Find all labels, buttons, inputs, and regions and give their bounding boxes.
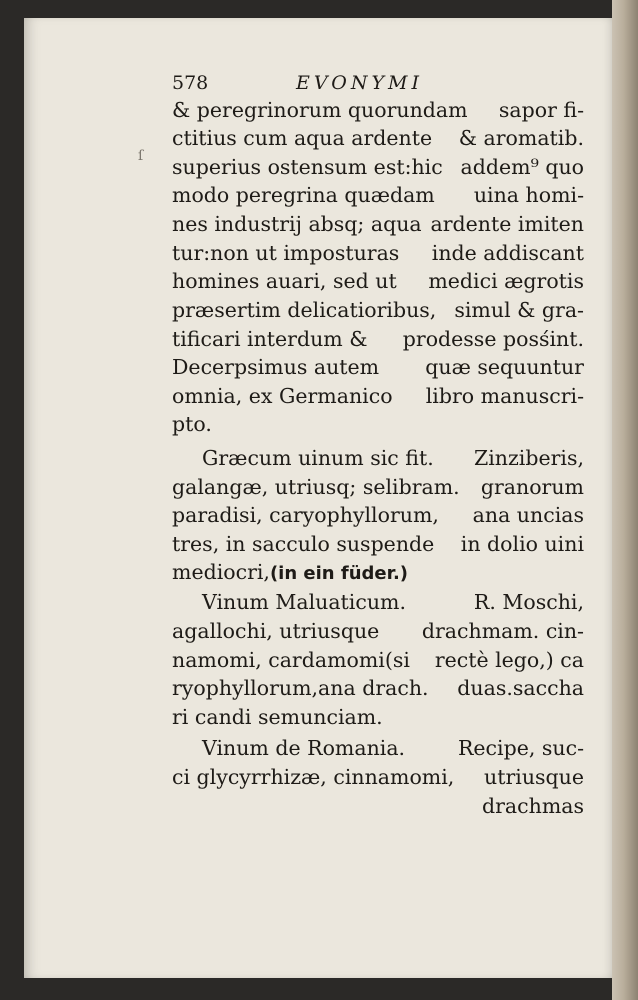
text-line: & peregrinorum quorundam sapor fi- [172, 98, 584, 122]
text-line: Vinum Maluaticum. R. Moschi, [202, 590, 584, 614]
catchword-line: drachmas [481, 794, 584, 818]
text-line: agallochi, utriusque drachmam. cin- [172, 619, 584, 643]
text-line: præsertim delicatioribus, simul & gra- [172, 298, 584, 322]
page-number: 578 [172, 72, 209, 94]
text-line: tres, in sacculo suspende in dolio uini [172, 532, 584, 556]
text-line: ci glycyrrhizæ, cinnamomi, utriusque [172, 765, 584, 789]
text-line: namomi, cardamomi(si rectè lego,) ca [172, 648, 584, 672]
text-line: paradisi, caryophyllorum, ana uncias [172, 503, 584, 527]
margin-mark: ſ [138, 148, 144, 164]
text-line: homines auari, sed ut medici ægrotis [172, 269, 584, 293]
text-line: Vinum de Romania. Recipe, suc- [202, 736, 584, 760]
text-line: ryophyllorum,ana drach. duas.saccha [172, 676, 584, 700]
text-line: mediocri,(in ein füder.) [172, 560, 409, 584]
text-line: nes industrij absq; aqua ardente imiten [172, 212, 584, 236]
text-line: ctitius cum aqua ardente & aromatib. [172, 126, 584, 150]
text-line: galangæ, utriusq; selibram. granorum [172, 475, 584, 499]
running-title: EVONYMI [296, 72, 423, 94]
text-line: Decerpsimus autem quæ sequuntur [172, 355, 584, 379]
text-line: tificari interdum & prodesse posśint. [172, 327, 584, 351]
text-line: tur:non ut imposturas inde addiscant [172, 241, 584, 265]
right-page-edge [612, 0, 638, 1000]
text-line: modo peregrina quædam uina homi- [172, 183, 584, 207]
text-line: superius ostensum est:hic addem⁹ quo [172, 155, 584, 179]
text-line: Græcum uinum sic fit. Zinziberis, [202, 446, 584, 470]
text-line: omnia, ex Germanico libro manuscri- [172, 384, 584, 408]
text-line: ri candi semunciam. [172, 705, 383, 729]
text-line: pto. [172, 412, 212, 436]
